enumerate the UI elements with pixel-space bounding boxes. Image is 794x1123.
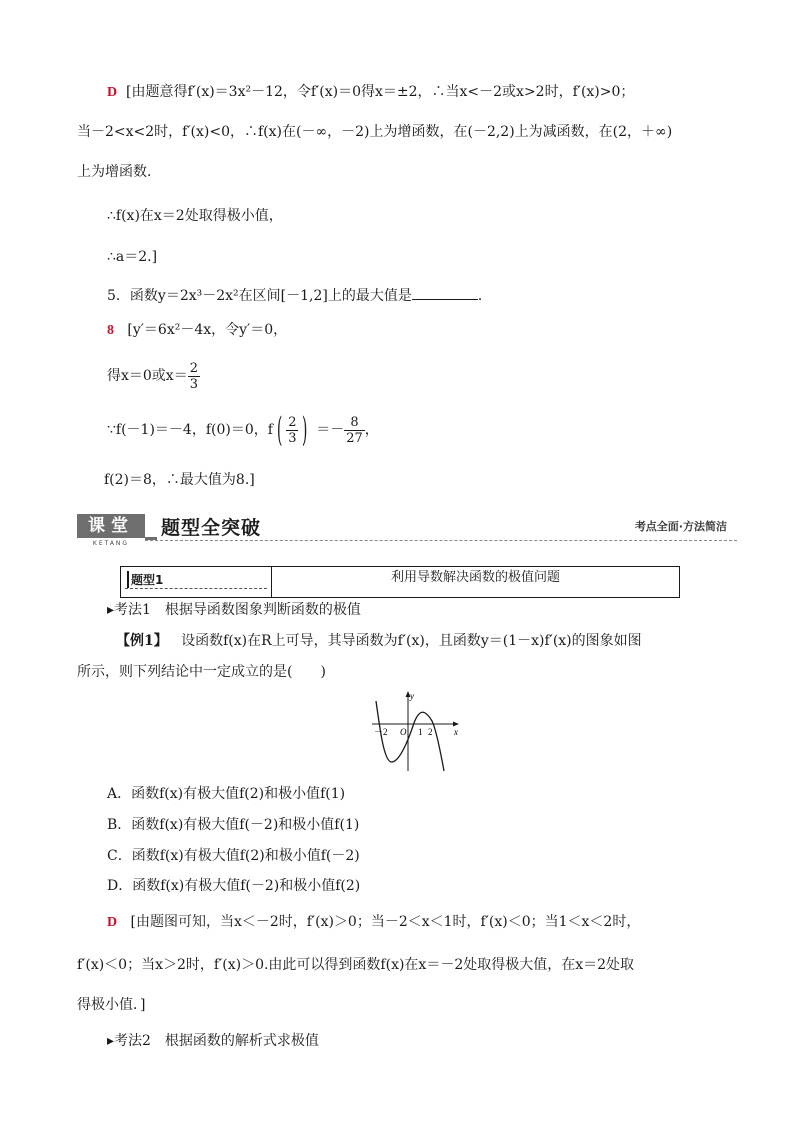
answer-letter: 8 (107, 323, 114, 338)
fraction-denominator: 3 (189, 376, 198, 392)
method-1-heading: ▸考法1 根据导函数图象判断函数的极值 (107, 602, 361, 618)
answer-4-line-1 (107, 82, 634, 103)
fraction-denominator: 3 (288, 430, 297, 446)
option-d: D．函数f(x)有极大值f(－2)和极小值f(2) (107, 878, 361, 894)
answer-5-line-3 (107, 410, 379, 450)
example-1-line-1 (116, 631, 642, 651)
answer-letter: D (107, 915, 118, 930)
answer-text: [由题图可知，当x＜－2时，f′(x)＞0；当－2＜x＜1时，f′(x)＜0；当1＜x＜2时， (130, 914, 641, 930)
origin-label: O (400, 727, 407, 737)
answer-5-line-1 (107, 320, 287, 341)
section-title: 题型全突破 (161, 517, 262, 539)
example-tag: 【例1】 (116, 633, 168, 649)
left-paren: ( (276, 410, 283, 450)
example-1-line-2: 所示，则下列结论中一定成立的是( ) (77, 664, 326, 680)
answer-4-line-5: ∴a＝2.] (107, 249, 158, 265)
answer-text: 得x＝0或x＝ (107, 368, 188, 384)
x-axis-label: x (454, 727, 458, 737)
y-axis-label: y (410, 691, 414, 701)
fraction-numerator: 2 (288, 414, 297, 430)
section-header (77, 512, 737, 550)
fraction-denominator: 27 (346, 430, 363, 446)
fraction-numerator: 2 (189, 360, 198, 376)
answer-5-line-2 (107, 356, 200, 396)
answer-text: ＝－ (316, 422, 345, 438)
answer-example-line-1 (107, 912, 640, 933)
topic-table (120, 566, 680, 598)
method-2-heading: ▸考法2 根据函数的解析式求极值 (107, 1033, 319, 1049)
answer-blank (412, 285, 478, 300)
answer-text: [由题意得f′(x)＝3x²－12，令f′(x)＝0得x＝±2，∴当x<－2或x>2时，f′(x)>0； (126, 84, 635, 100)
section-tagline: 考点全面·方法简洁 (634, 520, 727, 533)
x-axis-arrow (453, 722, 459, 727)
answer-example-line-3: 得极小值．] (77, 997, 146, 1013)
fraction (286, 415, 298, 446)
header-divider (145, 540, 737, 541)
answer-text: [y′＝6x²－4x，令y′＝0， (127, 322, 288, 338)
answer-text: ∵f(－1)＝－4，f(0)＝0，f (107, 422, 273, 438)
option-a: A．函数f(x)有极大值f(2)和极小值f(1) (107, 786, 346, 802)
section-badge: 课堂 (77, 514, 145, 538)
example-text: 设函数f(x)在R上可导，其导函数为f′(x)，且函数y＝(1－x)f′(x)的图象如图 (181, 633, 642, 649)
question-5-stem: 5．函数y＝2x³－2x²在区间[－1,2]上的最大值是 (107, 288, 412, 304)
answer-5-line-4: f(2)＝8，∴最大值为8.] (104, 472, 255, 488)
question-5-end: ． (477, 288, 492, 304)
fraction (188, 361, 200, 392)
topic-label-dashline (125, 588, 267, 589)
option-b: B．函数f(x)有极大值f(－2)和极小值f(1) (107, 817, 360, 833)
answer-4-line-2: 当－2<x<2时，f′(x)<0，∴f(x)在(－∞，－2)上为增函数，在(－2,2)上为减函数，在(2，＋∞) (77, 124, 673, 140)
topic-title: 利用导数解决函数的极值问题 (390, 570, 560, 585)
option-c: C．函数f(x)有极大值f(2)和极小值f(－2) (107, 848, 360, 864)
tick-label-1: 1 (418, 727, 423, 737)
question-5 (107, 285, 492, 306)
tick-label-2: 2 (428, 727, 433, 737)
section-badge-pinyin: KETANG (92, 540, 130, 547)
topic-label: 题型1 (127, 571, 163, 588)
fraction (344, 415, 365, 446)
answer-4-line-3: 上为增函数． (77, 164, 161, 180)
comma: ， (364, 422, 379, 438)
function-graph (370, 689, 464, 773)
answer-example-line-2: f′(x)＜0；当x＞2时，f′(x)＞0.由此可以得到函数f(x)在x＝－2处取得极大值，在x＝2处取 (77, 957, 635, 973)
tick-label-neg2: －2 (374, 727, 388, 737)
answer-letter: D (107, 85, 118, 100)
answer-4-line-4: ∴f(x)在x＝2处取得极小值， (107, 208, 283, 224)
topic-label-cell (121, 567, 272, 597)
fraction-numerator: 8 (344, 415, 365, 431)
right-paren: ) (302, 410, 308, 450)
